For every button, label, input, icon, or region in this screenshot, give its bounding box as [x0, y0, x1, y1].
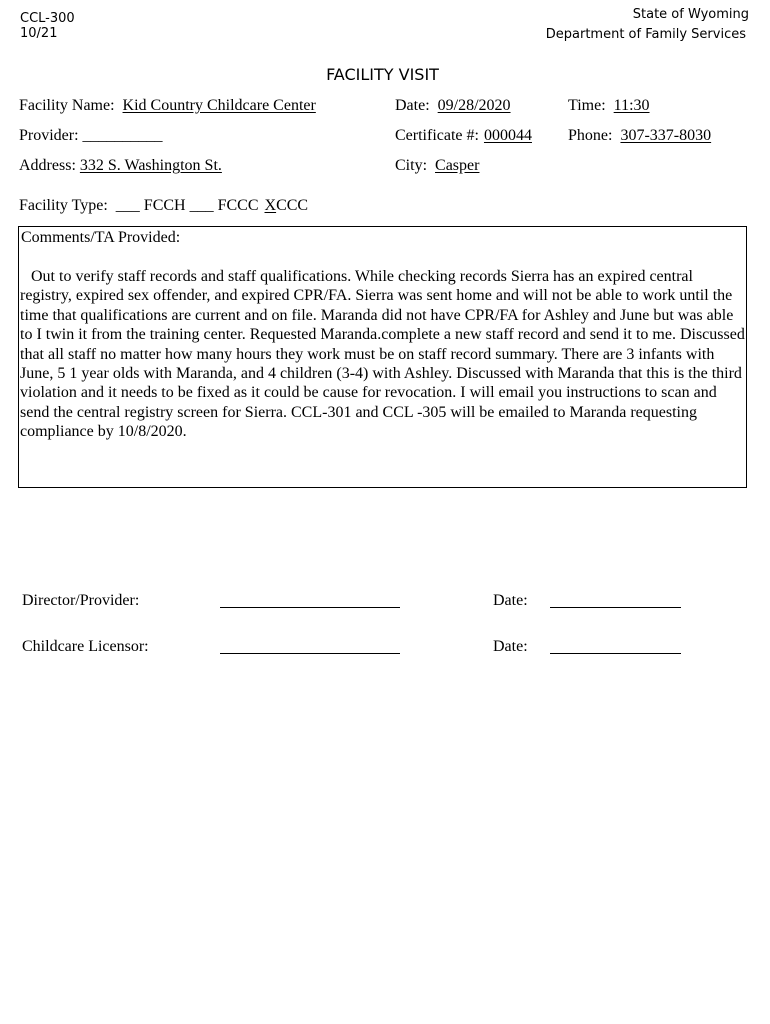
licensor-date-line — [550, 653, 681, 654]
comments-text — [20, 267, 747, 442]
state-name: State of Wyoming — [632, 7, 749, 22]
date-field — [395, 96, 511, 116]
certificate-field — [395, 126, 532, 146]
licensor-signature-line — [220, 653, 400, 654]
time-value: 11:30 — [613, 97, 650, 114]
ccc-label: CCC — [276, 197, 309, 214]
fcch-label: FCCH — [143, 197, 186, 214]
address-label: Address: — [19, 157, 76, 174]
licensor-date-label: Date: — [493, 638, 528, 655]
provider-label: Provider: — [19, 127, 79, 144]
comments-label: Comments/TA Provided: — [21, 229, 181, 246]
page-title: FACILITY VISIT — [326, 65, 439, 84]
form-code: CCL-300 — [20, 11, 75, 26]
comments-body: Out to verify staff records and staff qualifications. While checking records Sierra has an expired central registry, expired sex offender, and expired CPR/FA. Sierra was sent home and will not be able to work until the time that qualifications are current and on file. Maranda did not have CPR/FA for Ashley and June but was able to I twin it from the training center. Requested Maranda.complete a new staff record and send it to me. Discussed that all staff no matter how many hours they work must be on staff record summary. There are 3 infants with June, 5 1 year olds with Maranda, and 4 children (3-4) with Ashley. Discussed with Maranda that this is the third violation and it needs to be fixed as it could be cause for revocation. I will email you instructions to scan and send the central registry screen for Sierra. CCL-301 and CCL -305 will be emailed to Maranda requesting compliance by 10/8/2020. — [20, 268, 745, 441]
department-name: Department of Family Services — [545, 27, 746, 42]
director-signature-label: Director/Provider: — [22, 592, 140, 609]
certificate-value: 000044 — [483, 127, 532, 144]
time-field — [568, 96, 650, 116]
director-date-label: Date: — [493, 592, 528, 609]
provider-value: __________ — [82, 127, 163, 144]
city-label: City: — [395, 157, 428, 174]
date-value: 09/28/2020 — [437, 97, 511, 114]
director-date-line — [550, 607, 681, 608]
time-label: Time: — [568, 97, 606, 114]
address-value: 332 S. Washington St. — [79, 157, 222, 174]
facility-name-field — [19, 96, 316, 116]
fccc-label: FCCC — [217, 197, 259, 214]
address-field — [19, 156, 222, 176]
facility-type-field — [19, 196, 308, 216]
city-value: Casper — [435, 157, 480, 174]
phone-value: 307-337-8030 — [620, 127, 712, 144]
ccc-mark: X — [264, 197, 277, 214]
phone-field — [568, 126, 711, 146]
facility-type-label: Facility Type: — [19, 197, 108, 214]
director-signature-line — [220, 607, 400, 608]
fccc-blank: ___ — [189, 197, 214, 214]
certificate-label: Certificate #: — [395, 127, 479, 144]
licensor-signature-label: Childcare Licensor: — [22, 638, 149, 655]
provider-field — [19, 126, 163, 146]
facility-name-value: Kid Country Childcare Center — [122, 97, 316, 114]
date-label: Date: — [395, 97, 430, 114]
city-field — [395, 156, 479, 176]
facility-name-label: Facility Name: — [19, 97, 115, 114]
comments-box — [18, 226, 747, 488]
phone-label: Phone: — [568, 127, 613, 144]
form-revision-date: 10/21 — [20, 26, 58, 41]
fcch-blank: ___ — [115, 197, 140, 214]
